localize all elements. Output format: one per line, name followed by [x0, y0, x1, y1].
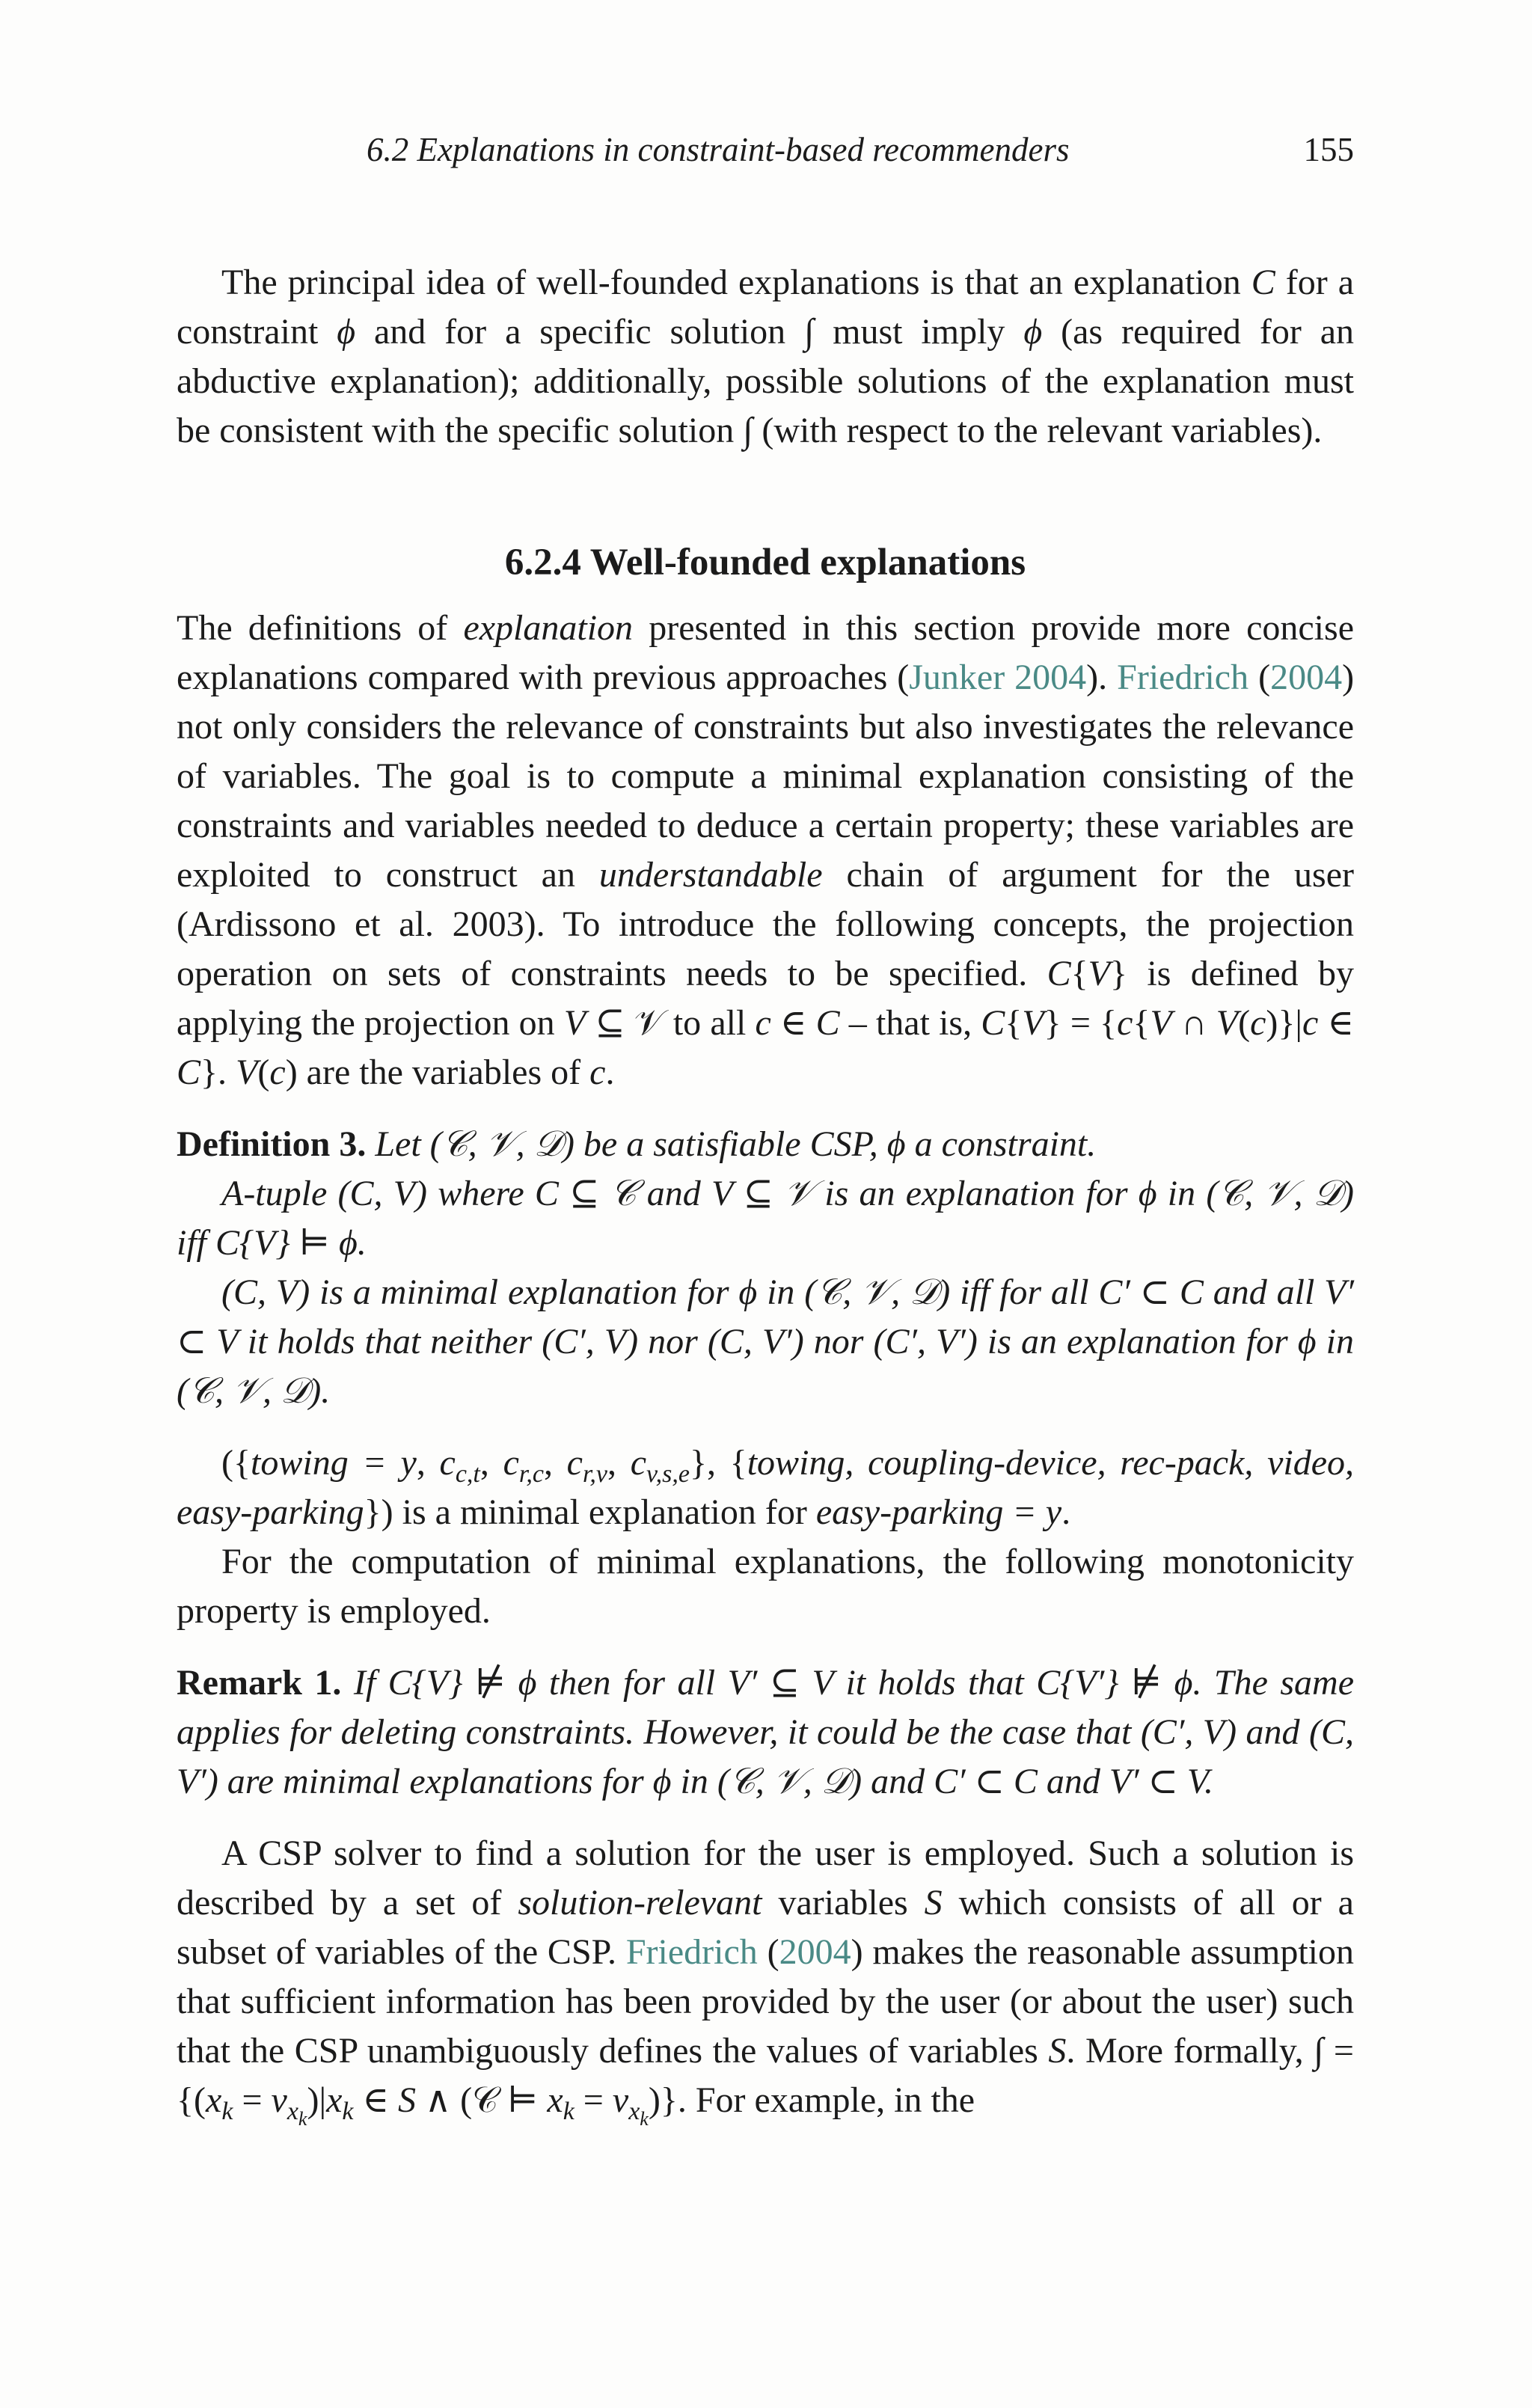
remark-label: Remark 1. [177, 1663, 342, 1703]
example-paragraph: ({towing = y, $c_{c,t}$, $c_{r,c}$, $c_{r,v}$, $c_{v,s,e}$}, {towing, coupling-device, rec-pack, video, easy-parking}) is a minimal explanation for easy-parking = y. [177, 1443, 1355, 1532]
page-number: 155 [1303, 131, 1354, 168]
intro-paragraph: The principal idea of well-founded explanations is that an explanation C for a constraint ϕ and for a specific solution ∫ must imply ϕ (as required for an abductive explanation); additionally, possible solutions of the explanation must be consistent with the specific solution ∫ (with respect to the relevant variables). [177, 263, 1355, 450]
running-title: 6.2 Explanations in constraint-based recommenders [367, 131, 1070, 168]
citation-link[interactable]: Junker 2004 [909, 658, 1087, 697]
body-paragraph: A CSP solver to find a solution for the user is employed. Such a solution is described by a set of solution-relevant variables S which consists of all or a subset of variables of the CSP. Friedrich (2004) makes the reasonable assumption that sufficient information has been provided by the user (or about the user) such that the CSP unambiguously defines the values of variables S. More formally, ∫ = {$(x_k = v_{x_k})|x_k$ ∈ S ∧ (𝒞 ⊨ $x_k = v_{x_k}$)}. For example, in the [177, 1833, 1355, 2130]
remark-block: Remark 1. If C{V} ⊭ ϕ then for all V′ ⊆ V it holds that C{V′} ⊭ ϕ. The same applies for deleting constraints. However, it could be the case that (C′, V) and (C, V′) are minimal explanations for ϕ in (𝒞, 𝒱, 𝒟) and C′ ⊂ C and V′ ⊂ V. [177, 1663, 1355, 1801]
body-paragraph: The definitions of explanation presented in this section provide more concise explanations compared with previous approaches (Junker 2004). Friedrich (2004) not only considers the relevance of constraints but also investigates the relevance of variables. The goal is to compute a minimal explanation consisting of the constraints and variables needed to deduce a certain property; these variables are exploited to construct an understandable chain of argument for the user (Ardissono et al. 2003). To introduce the following concepts, the projection operation on sets of constraints needs to be specified. C{V} is defined by applying the projection on V ⊆ 𝒱 to all c ∈ C – that is, C{V} = {c{V ∩ V(c)}|c ∈ C}. V(c) are the variables of c. [177, 608, 1355, 1092]
citation-link[interactable]: Friedrich [1117, 658, 1249, 697]
body-paragraph: For the computation of minimal explanations, the following monotonicity property is employed. [177, 1542, 1354, 1631]
citation-link[interactable]: 2004 [1270, 658, 1343, 697]
definition-label: Definition 3. [177, 1124, 367, 1164]
running-header [177, 127, 1354, 172]
definition-block: Definition 3. Let (𝒞, 𝒱, 𝒟) be a satisfiable CSP, ϕ a constraint. A-tuple (C, V) where C ⊆ 𝒞 and V ⊆ 𝒱 is an explanation for ϕ in (𝒞, 𝒱, 𝒟) iff C{V} ⊨ ϕ. (C, V) is a minimal explanation for ϕ in (𝒞, 𝒱, 𝒟) iff for all C′ ⊂ C and all V′ ⊂ V it holds that neither (C′, V) nor (C, V′) nor (C′, V′) is an explanation for ϕ in (𝒞, 𝒱, 𝒟). [177, 1124, 1354, 1411]
section-heading: 6.2.4 Well-founded explanations [504, 542, 1026, 583]
citation-link[interactable]: Friedrich [625, 1932, 758, 1972]
citation-link[interactable]: 2004 [779, 1932, 851, 1972]
main-text [177, 258, 1355, 2130]
